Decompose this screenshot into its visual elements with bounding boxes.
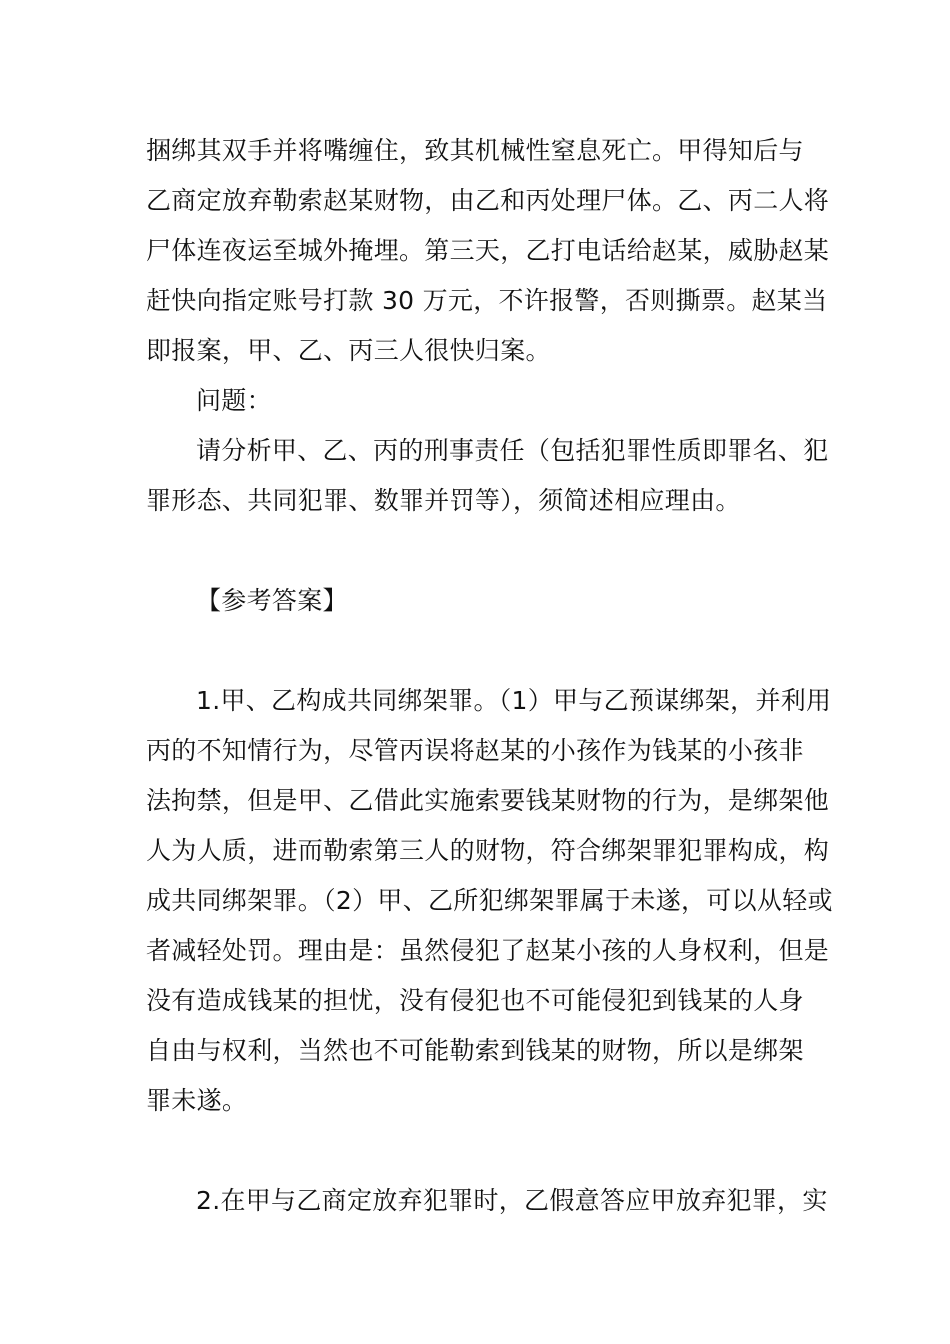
answer1-text-line: 自由与权利，当然也不可能勒索到钱某的财物，所以是绑架 xyxy=(146,1036,804,1065)
case-text-line: 即报案，甲、乙、丙三人很快归案。 xyxy=(146,336,551,365)
answer1-text-line: 人为人质，进而勒索第三人的财物，符合绑架罪犯罪构成，构 xyxy=(146,836,830,865)
case-text-line: 捆绑其双手并将嘴缠住，致其机械性窒息死亡。甲得知后与 xyxy=(146,136,804,165)
answer1-text-line: 罪未遂。 xyxy=(146,1086,248,1115)
answer1-text-line: 成共同绑架罪。（2）甲、乙所犯绑架罪属于未遂，可以从轻或 xyxy=(146,886,833,915)
answer1-text-line: 没有造成钱某的担忧，没有侵犯也不可能侵犯到钱某的人身 xyxy=(146,986,804,1015)
case-text-line: 尸体连夜运至城外掩埋。第三天，乙打电话给赵某，威胁赵某 xyxy=(146,236,830,265)
question-text-line: 罪形态、共同犯罪、数罪并罚等），须简述相应理由。 xyxy=(146,486,741,515)
answer1-text-line: 丙的不知情行为，尽管丙误将赵某的小孩作为钱某的小孩非 xyxy=(146,736,804,765)
question-text-line: 请分析甲、乙、丙的刑事责任（包括犯罪性质即罪名、犯 xyxy=(196,436,829,465)
answer1-text-line: 者减轻处罚。理由是：虽然侵犯了赵某小孩的人身权利，但是 xyxy=(146,936,830,965)
case-text-line: 乙商定放弃勒索赵某财物，由乙和丙处理尸体。乙、丙二人将 xyxy=(146,186,830,215)
question-label: 问题： xyxy=(196,386,272,415)
answer-heading: 【参考答案】 xyxy=(196,586,348,615)
answer1-text-line: 1.甲、乙构成共同绑架罪。（1）甲与乙预谋绑架，并利用 xyxy=(196,686,832,715)
case-text-line: 赶快向指定账号打款 30 万元，不许报警，否则撕票。赵某当 xyxy=(146,286,828,315)
answer2-text-line: 2.在甲与乙商定放弃犯罪时，乙假意答应甲放弃犯罪，实 xyxy=(196,1186,828,1215)
answer1-text-line: 法拘禁，但是甲、乙借此实施索要钱某财物的行为，是绑架他 xyxy=(146,786,830,815)
